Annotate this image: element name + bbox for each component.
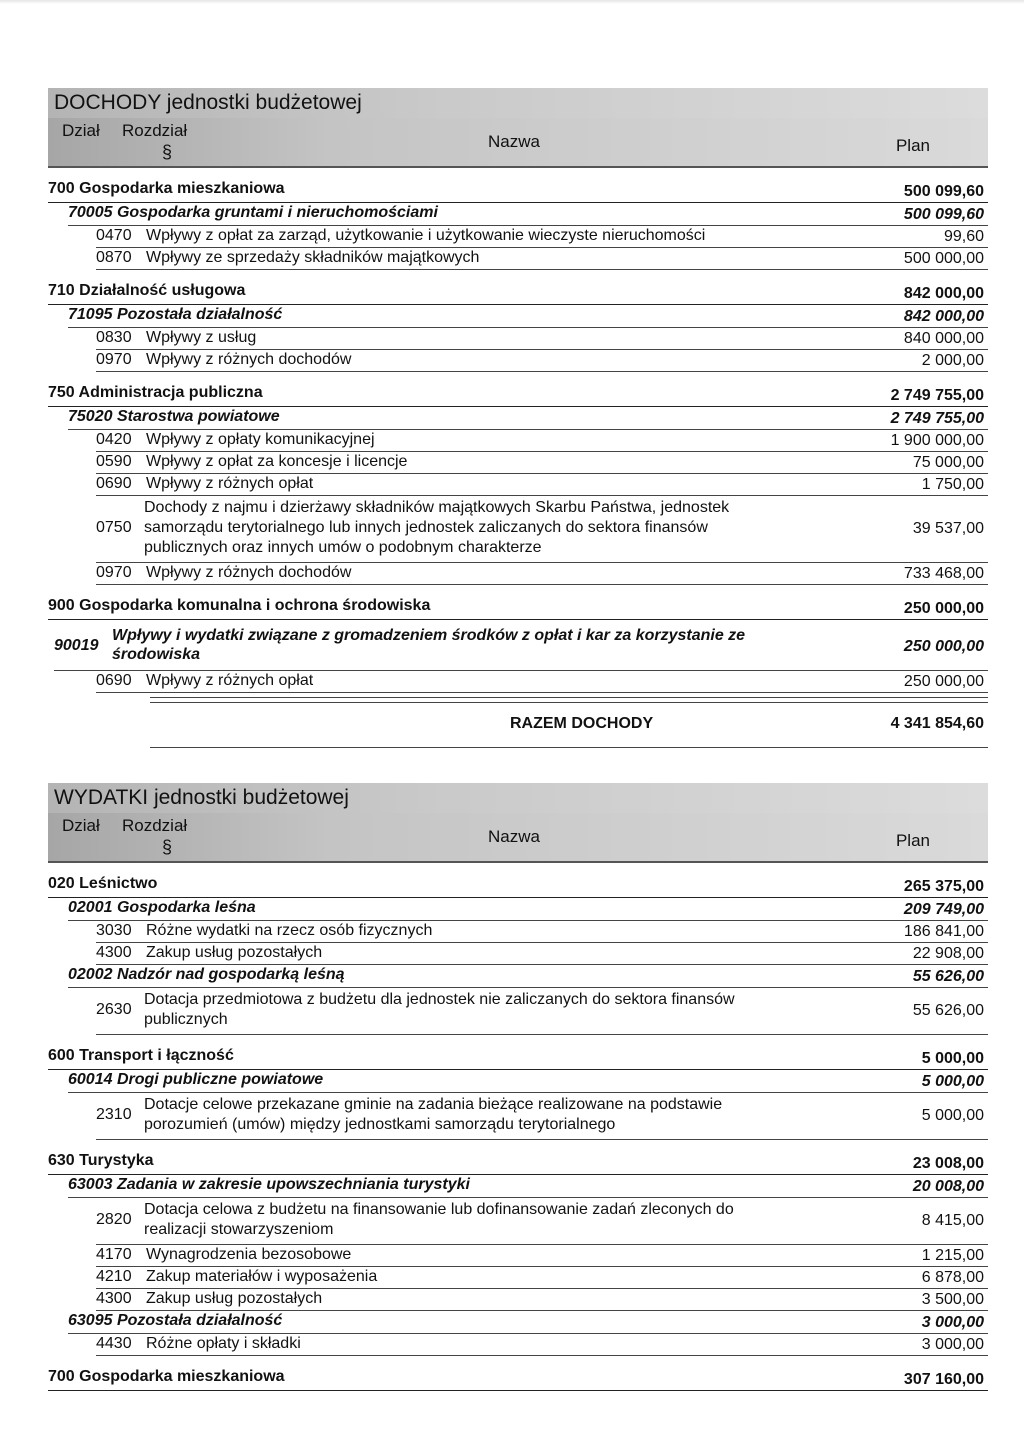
paragraph-code: 0420 (96, 431, 132, 448)
expense-section (48, 783, 988, 1391)
paragraph-name: Wpływy z opłat za koncesje i licencje (146, 453, 408, 470)
rozdzial-row (68, 898, 988, 921)
header-paragraph: § (162, 142, 173, 162)
row-code: 0750 (96, 519, 132, 536)
row-name (144, 1200, 734, 1240)
row-name: 02001 Gospodarka leśna (68, 899, 256, 916)
row-name: 700 Gospodarka mieszkaniowa (48, 1368, 285, 1385)
header-rozdzial: Rozdział (122, 121, 188, 140)
expense-table-header (48, 813, 988, 863)
header-rozdzial: Rozdział (122, 816, 188, 835)
row-plan: 209 749,00 (903, 901, 984, 918)
paragraph-row (96, 430, 988, 452)
paragraph-name: Wpływy z opłaty komunikacyjnej (146, 431, 375, 448)
paragraph-name: Wynagrodzenia bezosobowe (146, 1246, 352, 1263)
header-plan: Plan (895, 136, 930, 155)
row-name (144, 990, 735, 1030)
row-name: 020 Leśnictwo (48, 875, 158, 892)
row-plan: 500 000,00 (903, 250, 984, 267)
header-dzial: Dział (62, 816, 100, 835)
row-plan: 1 900 000,00 (890, 432, 984, 449)
rozdzial-row (68, 407, 988, 430)
row-name: 63095 Pozostała działalność (68, 1312, 283, 1329)
income-rows (48, 178, 988, 693)
row-plan: 842 000,00 (903, 285, 984, 302)
rozdzial-row (68, 305, 988, 328)
row-name-line: samorządu terytorialnego lub innych jednostek zaliczanych do sektora finansów (144, 519, 708, 536)
row-code: 90019 (54, 637, 99, 654)
paragraph-row (96, 943, 988, 965)
row-name: 71095 Pozostała działalność (68, 306, 283, 323)
row-name (96, 1268, 377, 1286)
header-dzial: Dział (62, 121, 100, 140)
row-plan: 250 000,00 (903, 673, 984, 690)
row-name (96, 227, 705, 245)
row-plan: 23 008,00 (912, 1155, 984, 1172)
row-name (96, 1246, 351, 1264)
paragraph-name: Wpływy z różnych dochodów (146, 351, 352, 368)
row-plan: 307 160,00 (903, 1371, 984, 1388)
paragraph-code: 0870 (96, 249, 132, 266)
dzial-row (48, 1366, 988, 1391)
paragraph-row (96, 563, 988, 585)
paragraph-name: Wpływy z różnych opłat (146, 672, 314, 689)
header-paragraph: § (162, 837, 173, 857)
rozdzial-row (68, 965, 988, 988)
income-section (48, 88, 988, 693)
rozdzial-row (68, 203, 988, 226)
paragraph-row (96, 248, 988, 270)
row-plan: 1 750,00 (921, 476, 984, 493)
row-plan: 2 749 755,00 (890, 387, 984, 404)
row-name: 710 Działalność usługowa (48, 282, 246, 299)
page-top-edge (0, 0, 1024, 4)
paragraph-name: Wpływy ze sprzedaży składników majątkowych (146, 249, 480, 266)
row-name (96, 1290, 322, 1308)
row-plan: 6 878,00 (921, 1269, 984, 1286)
row-name (96, 453, 407, 471)
paragraph-code: 3030 (96, 922, 132, 939)
row-name: 70005 Gospodarka gruntami i nieruchomościami (68, 204, 438, 221)
rozdzial-row (68, 1070, 988, 1093)
row-plan: 500 099,60 (903, 206, 984, 223)
dzial-row (48, 178, 988, 203)
header-nazwa: Nazwa (488, 132, 540, 151)
paragraph-code: 0970 (96, 351, 132, 368)
paragraph-code: 0690 (96, 672, 132, 689)
row-name (96, 475, 313, 493)
row-name (112, 626, 745, 664)
header-nazwa: Nazwa (488, 827, 540, 846)
row-plan: 250 000,00 (903, 600, 984, 617)
row-name-line: realizacji stowarzyszeniom (144, 1221, 334, 1238)
paragraph-name: Zakup materiałów i wyposażenia (146, 1268, 378, 1285)
expense-section-title: WYDATKI jednostki budżetowej (48, 783, 988, 813)
row-plan: 3 000,00 (921, 1314, 984, 1331)
income-total-value: 4 341 854,60 (890, 715, 984, 732)
rozdzial-row-multiline (54, 624, 988, 671)
paragraph-code: 0690 (96, 475, 132, 492)
row-name-line: Dotacja przedmiotowa z budżetu dla jednostek nie zaliczanych do sektora finansów (144, 991, 735, 1008)
paragraph-code: 4170 (96, 1246, 132, 1263)
row-name: 700 Gospodarka mieszkaniowa (48, 180, 285, 197)
paragraph-name: Różne wydatki na rzecz osób fizycznych (146, 922, 433, 939)
paragraph-name: Zakup usług pozostałych (146, 944, 323, 961)
row-plan: 3 000,00 (921, 1336, 984, 1353)
dzial-row (48, 1045, 988, 1070)
paragraph-row-multiline (96, 1093, 988, 1140)
row-plan: 75 000,00 (912, 454, 984, 471)
paragraph-row-multiline (96, 496, 988, 563)
row-name (144, 498, 729, 558)
paragraph-name: Zakup usług pozostałych (146, 1290, 323, 1307)
paragraph-code: 4210 (96, 1268, 132, 1285)
income-total-label: RAZEM DOCHODY (510, 715, 654, 732)
paragraph-row (96, 474, 988, 496)
rozdzial-row (68, 1311, 988, 1334)
paragraph-name: Wpływy z różnych dochodów (146, 564, 352, 581)
row-name (96, 249, 479, 267)
row-plan: 1 215,00 (921, 1247, 984, 1264)
row-name: 02002 Nadzór nad gospodarką leśną (68, 966, 345, 983)
row-name: 600 Transport i łączność (48, 1047, 234, 1064)
row-name (96, 351, 351, 369)
dzial-row (48, 280, 988, 305)
paragraph-name: Wpływy z opłat za zarząd, użytkowanie i użytkowanie wieczyste nieruchomości (146, 227, 706, 244)
row-name-line: Wpływy i wydatki związane z gromadzeniem środków z opłat i kar za korzystanie ze (112, 627, 746, 644)
dzial-row (48, 382, 988, 407)
row-name: 60014 Drogi publiczne powiatowe (68, 1071, 324, 1088)
row-plan: 5 000,00 (921, 1107, 984, 1124)
row-name (96, 1335, 301, 1353)
income-total-row (150, 702, 988, 748)
row-name-line: Dotacje celowe przekazane gminie na zadania bieżące realizowane na podstawie (144, 1096, 723, 1113)
row-name (144, 1095, 722, 1135)
row-name: 63003 Zadania w zakresie upowszechniania turystyki (68, 1176, 470, 1193)
paragraph-row (96, 328, 988, 350)
row-plan: 55 626,00 (912, 968, 984, 985)
row-plan: 840 000,00 (903, 330, 984, 347)
rozdzial-row (68, 1175, 988, 1198)
row-name: 900 Gospodarka komunalna i ochrona środowiska (48, 597, 431, 614)
row-name-line: środowiska (112, 646, 201, 663)
paragraph-row (96, 1334, 988, 1356)
income-section-title: DOCHODY jednostki budżetowej (48, 88, 988, 118)
row-plan: 5 000,00 (921, 1073, 984, 1090)
row-name-line: publicznych (144, 1011, 228, 1028)
row-plan: 265 375,00 (903, 878, 984, 895)
row-code: 2820 (96, 1211, 132, 1228)
row-plan: 8 415,00 (921, 1212, 984, 1229)
dzial-row (48, 1150, 988, 1175)
row-plan: 55 626,00 (912, 1002, 984, 1019)
row-name-line: publicznych oraz innych umów o podobnym charakterze (144, 539, 542, 556)
row-plan: 20 008,00 (912, 1178, 984, 1195)
row-name (96, 564, 351, 582)
row-plan: 99,60 (943, 228, 984, 245)
paragraph-row (96, 1289, 988, 1311)
row-plan: 39 537,00 (912, 520, 984, 537)
row-plan: 842 000,00 (903, 308, 984, 325)
paragraph-row-multiline (96, 1198, 988, 1245)
paragraph-code: 0830 (96, 329, 132, 346)
expense-rows (48, 873, 988, 1391)
row-name-line: Dotacja celowa z budżetu na finansowanie lub dofinansowanie zadań zleconych do (144, 1201, 734, 1218)
row-name (96, 944, 322, 962)
row-plan: 3 500,00 (921, 1291, 984, 1308)
row-name (96, 329, 256, 347)
paragraph-name: Różne opłaty i składki (146, 1335, 301, 1352)
row-name (96, 431, 375, 449)
row-plan: 186 841,00 (903, 923, 984, 940)
paragraph-code: 0590 (96, 453, 132, 470)
row-code: 2630 (96, 1001, 132, 1018)
paragraph-code: 4300 (96, 1290, 132, 1307)
paragraph-row (96, 671, 988, 693)
paragraph-row (96, 921, 988, 943)
dzial-row (48, 595, 988, 620)
paragraph-row (96, 1267, 988, 1289)
row-plan: 2 749 755,00 (890, 410, 984, 427)
paragraph-code: 4300 (96, 944, 132, 961)
paragraph-code: 4430 (96, 1335, 132, 1352)
paragraph-name: Wpływy z usług (146, 329, 257, 346)
row-name: 75020 Starostwa powiatowe (68, 408, 280, 425)
row-name-line: Dochody z najmu i dzierżawy składników majątkowych Skarbu Państwa, jednostek (144, 499, 730, 516)
income-table-header (48, 118, 988, 168)
row-plan: 250 000,00 (903, 638, 984, 655)
paragraph-row (96, 226, 988, 248)
paragraph-name: Wpływy z różnych opłat (146, 475, 314, 492)
row-name (96, 922, 432, 940)
row-name (96, 672, 313, 690)
row-plan: 500 099,60 (903, 183, 984, 200)
row-name: 630 Turystyka (48, 1152, 154, 1169)
header-plan: Plan (895, 831, 930, 850)
row-plan: 22 908,00 (912, 945, 984, 962)
paragraph-row-multiline (96, 988, 988, 1035)
dzial-row (48, 873, 988, 898)
row-plan: 5 000,00 (921, 1050, 984, 1067)
paragraph-code: 0470 (96, 227, 132, 244)
paragraph-row (96, 452, 988, 474)
row-name-line: porozumień (umów) między jednostkami samorządu terytorialnego (144, 1116, 616, 1133)
paragraph-row (96, 1245, 988, 1267)
paragraph-row (96, 350, 988, 372)
paragraph-code: 0970 (96, 564, 132, 581)
row-name: 750 Administracja publiczna (48, 384, 263, 401)
row-plan: 2 000,00 (921, 352, 984, 369)
row-code: 2310 (96, 1106, 132, 1123)
row-plan: 733 468,00 (903, 565, 984, 582)
